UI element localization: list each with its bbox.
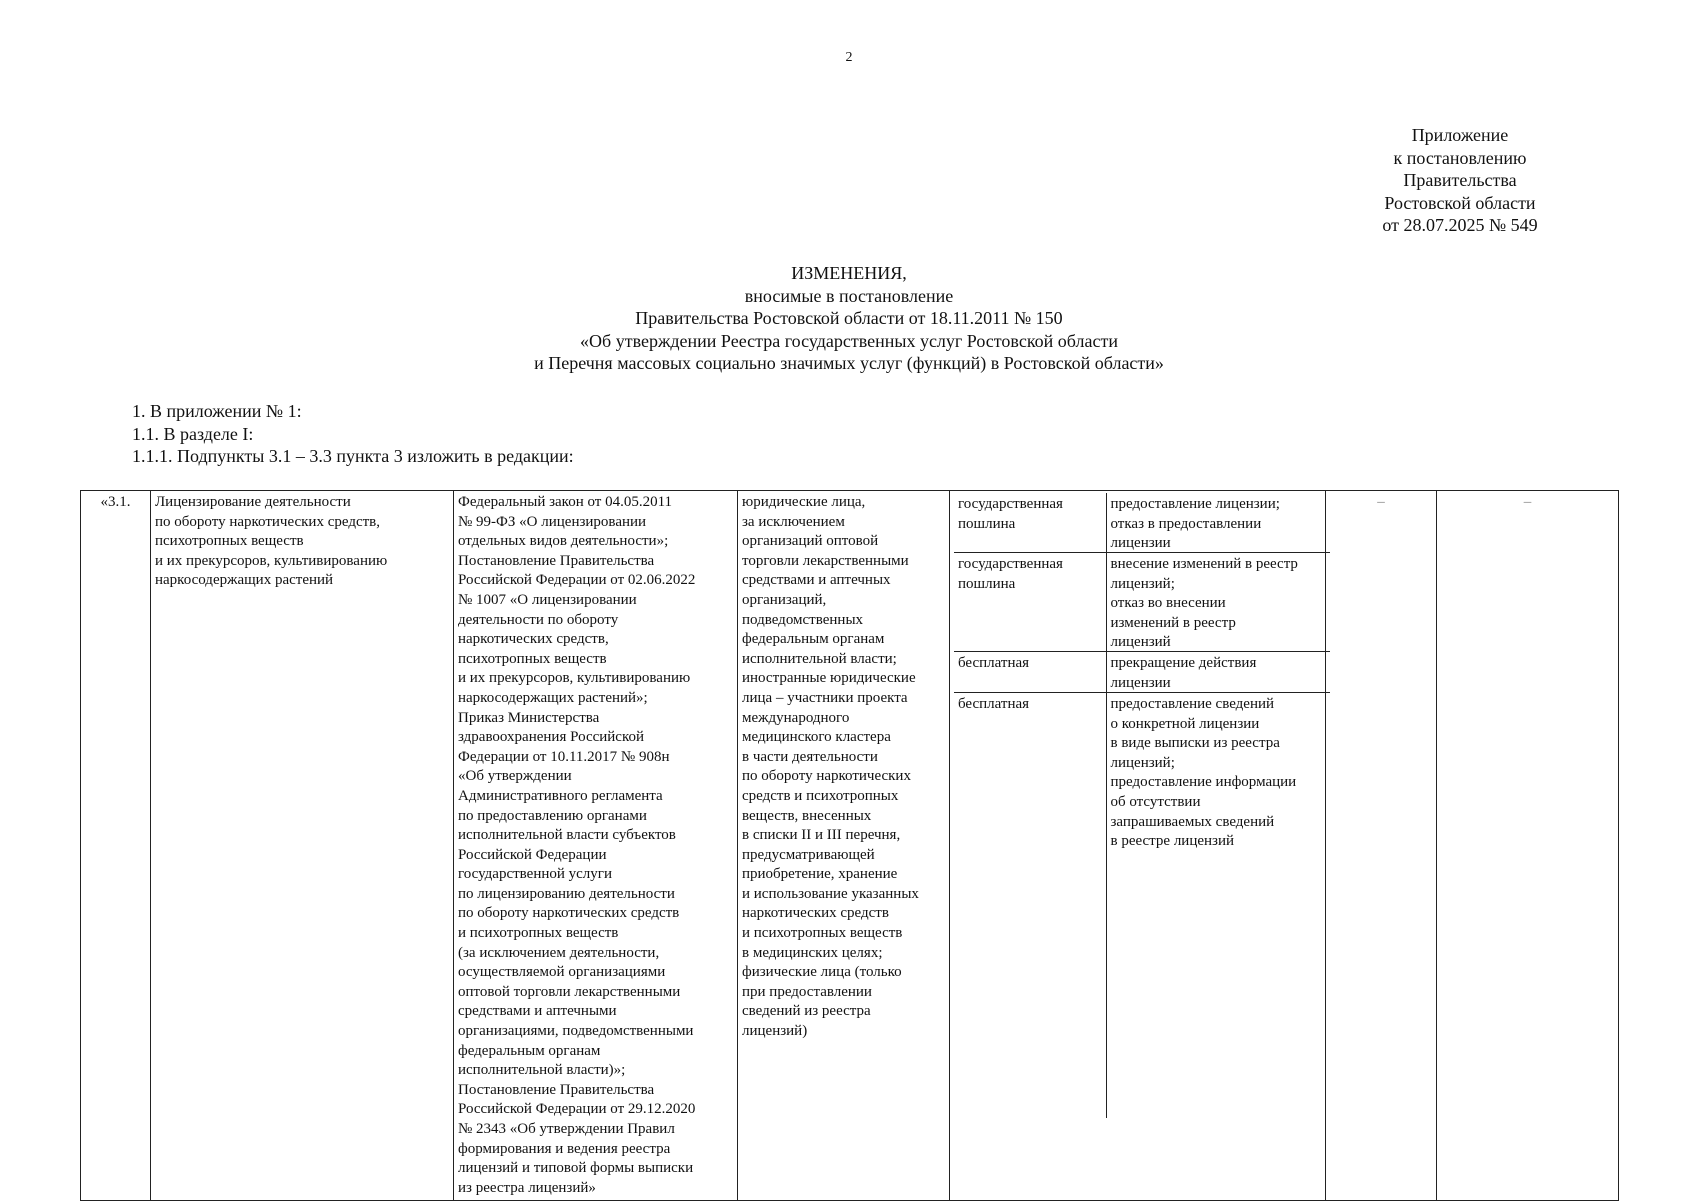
fee-cell: бесплатная [958,696,1030,712]
service-name-cell: Лицензирование деятельности по обороту наркотических средств, психотропных веществ и их прекурсоров, культивированию наркосодержащих растений [151,491,454,1201]
appendix-line: Ростовской области [1384,192,1536,213]
fee-result-cell [950,491,1326,1201]
subtable-row [954,493,1330,553]
result-cell: предоставление сведений о конкретной лицензии в виде выписки из реестра лицензий; предоставление информации об отсутствии запрашиваемых сведений в реестре лицензий [1110,696,1297,850]
recipients-cell: юридические лица, за исключением организаций оптовой торговли лекарственными средствами и аптечных организаций, подведомственных федеральным органам исполнительной власти; иностранные юридические лица – участники проекта международного медицинского кластера в части деятельности по обороту наркотических средств и психотропных веществ, внесенных в списки II и III перечня, предусматривающей приобретение, хранение и использование указанных наркотических средств и психотропных веществ в медицинских целях; физические лица (только при предоставлении сведений из реестра лицензий) [738,491,950,1201]
heading-title: ИЗМЕНЕНИЯ, [791,263,907,283]
fee-cell: государственная пошлина [954,493,1106,553]
document-heading [300,262,1398,375]
result-cell: внесение изменений в реестр лицензий; отказ во внесении изменений в реестр лицензий [1107,553,1331,652]
registry-table [80,490,1619,1201]
column-8-cell: – [1326,491,1437,1201]
row-number-cell: «3.1. [81,491,151,1201]
table-row [81,491,1619,1201]
result-cell: прекращение действия лицензии [1107,652,1331,693]
subtable-row [954,553,1330,652]
appendix-line: от 28.07.2025 № 549 [1382,215,1538,235]
appendix-line: Приложение [1411,125,1509,145]
appendix-line: Правительства [1403,170,1517,190]
heading-line: Правительства Ростовской области от 18.11.2011 № 150 [635,308,1063,328]
amendment-points [132,400,574,468]
subtable-row [954,652,1330,693]
result-cell: предоставление лицензии; отказ в предоставлении лицензии [1107,493,1331,553]
column-9-cell: – [1437,491,1619,1201]
fee-cell: бесплатная [954,652,1106,693]
heading-line: «Об утверждении Реестра государственных услуг Ростовской области [580,330,1118,351]
point-line: 1.1.1. Подпункты 3.1 – 3.3 пункта 3 изложить в редакции: [132,446,574,466]
page-number: 2 [845,50,853,65]
fee-cell: государственная пошлина [954,553,1106,652]
legal-basis-cell: Федеральный закон от 04.05.2011 № 99-ФЗ «О лицензировании отдельных видов деятельности»; Постановление Правительства Российской Федерации от 02.06.2022 № 1007 «О лицензировании деятельности по обороту наркотических средств, психотропных веществ и их прекурсоров, культивированию наркосодержащих растений»; Приказ Министерства здравоохранения Российской Федерации от 10.11.2017 № 908н «Об утверждении Административного регламента по предоставлению органами исполнительной власти субъектов Российской Федерации государственной услуги по лицензированию деятельности по обороту наркотических средств и психотропных веществ (за исключением деятельности, осуществляемой организациями оптовой торговли лекарственными средствами и аптечными организациями, подведомственными федеральным органам исполнительной власти)»; Постановление Правительства Российской Федерации от 29.12.2020 № 2343 «Об утверждении Правил формирования и ведения реестра лицензий и типовой формы выписки из реестра лицензий» [454,491,738,1201]
point-line: 1.1. В разделе I: [132,423,254,444]
subtable-row [954,693,1330,1118]
point-line: 1. В приложении № 1: [132,401,302,421]
appendix-block [1310,124,1610,237]
heading-line: вносимые в постановление [744,285,954,306]
heading-line: и Перечня массовых социально значимых услуг (функций) в Ростовской области» [534,353,1164,373]
fee-result-subtable [954,493,1330,1118]
appendix-line: к постановлению [1393,147,1527,168]
